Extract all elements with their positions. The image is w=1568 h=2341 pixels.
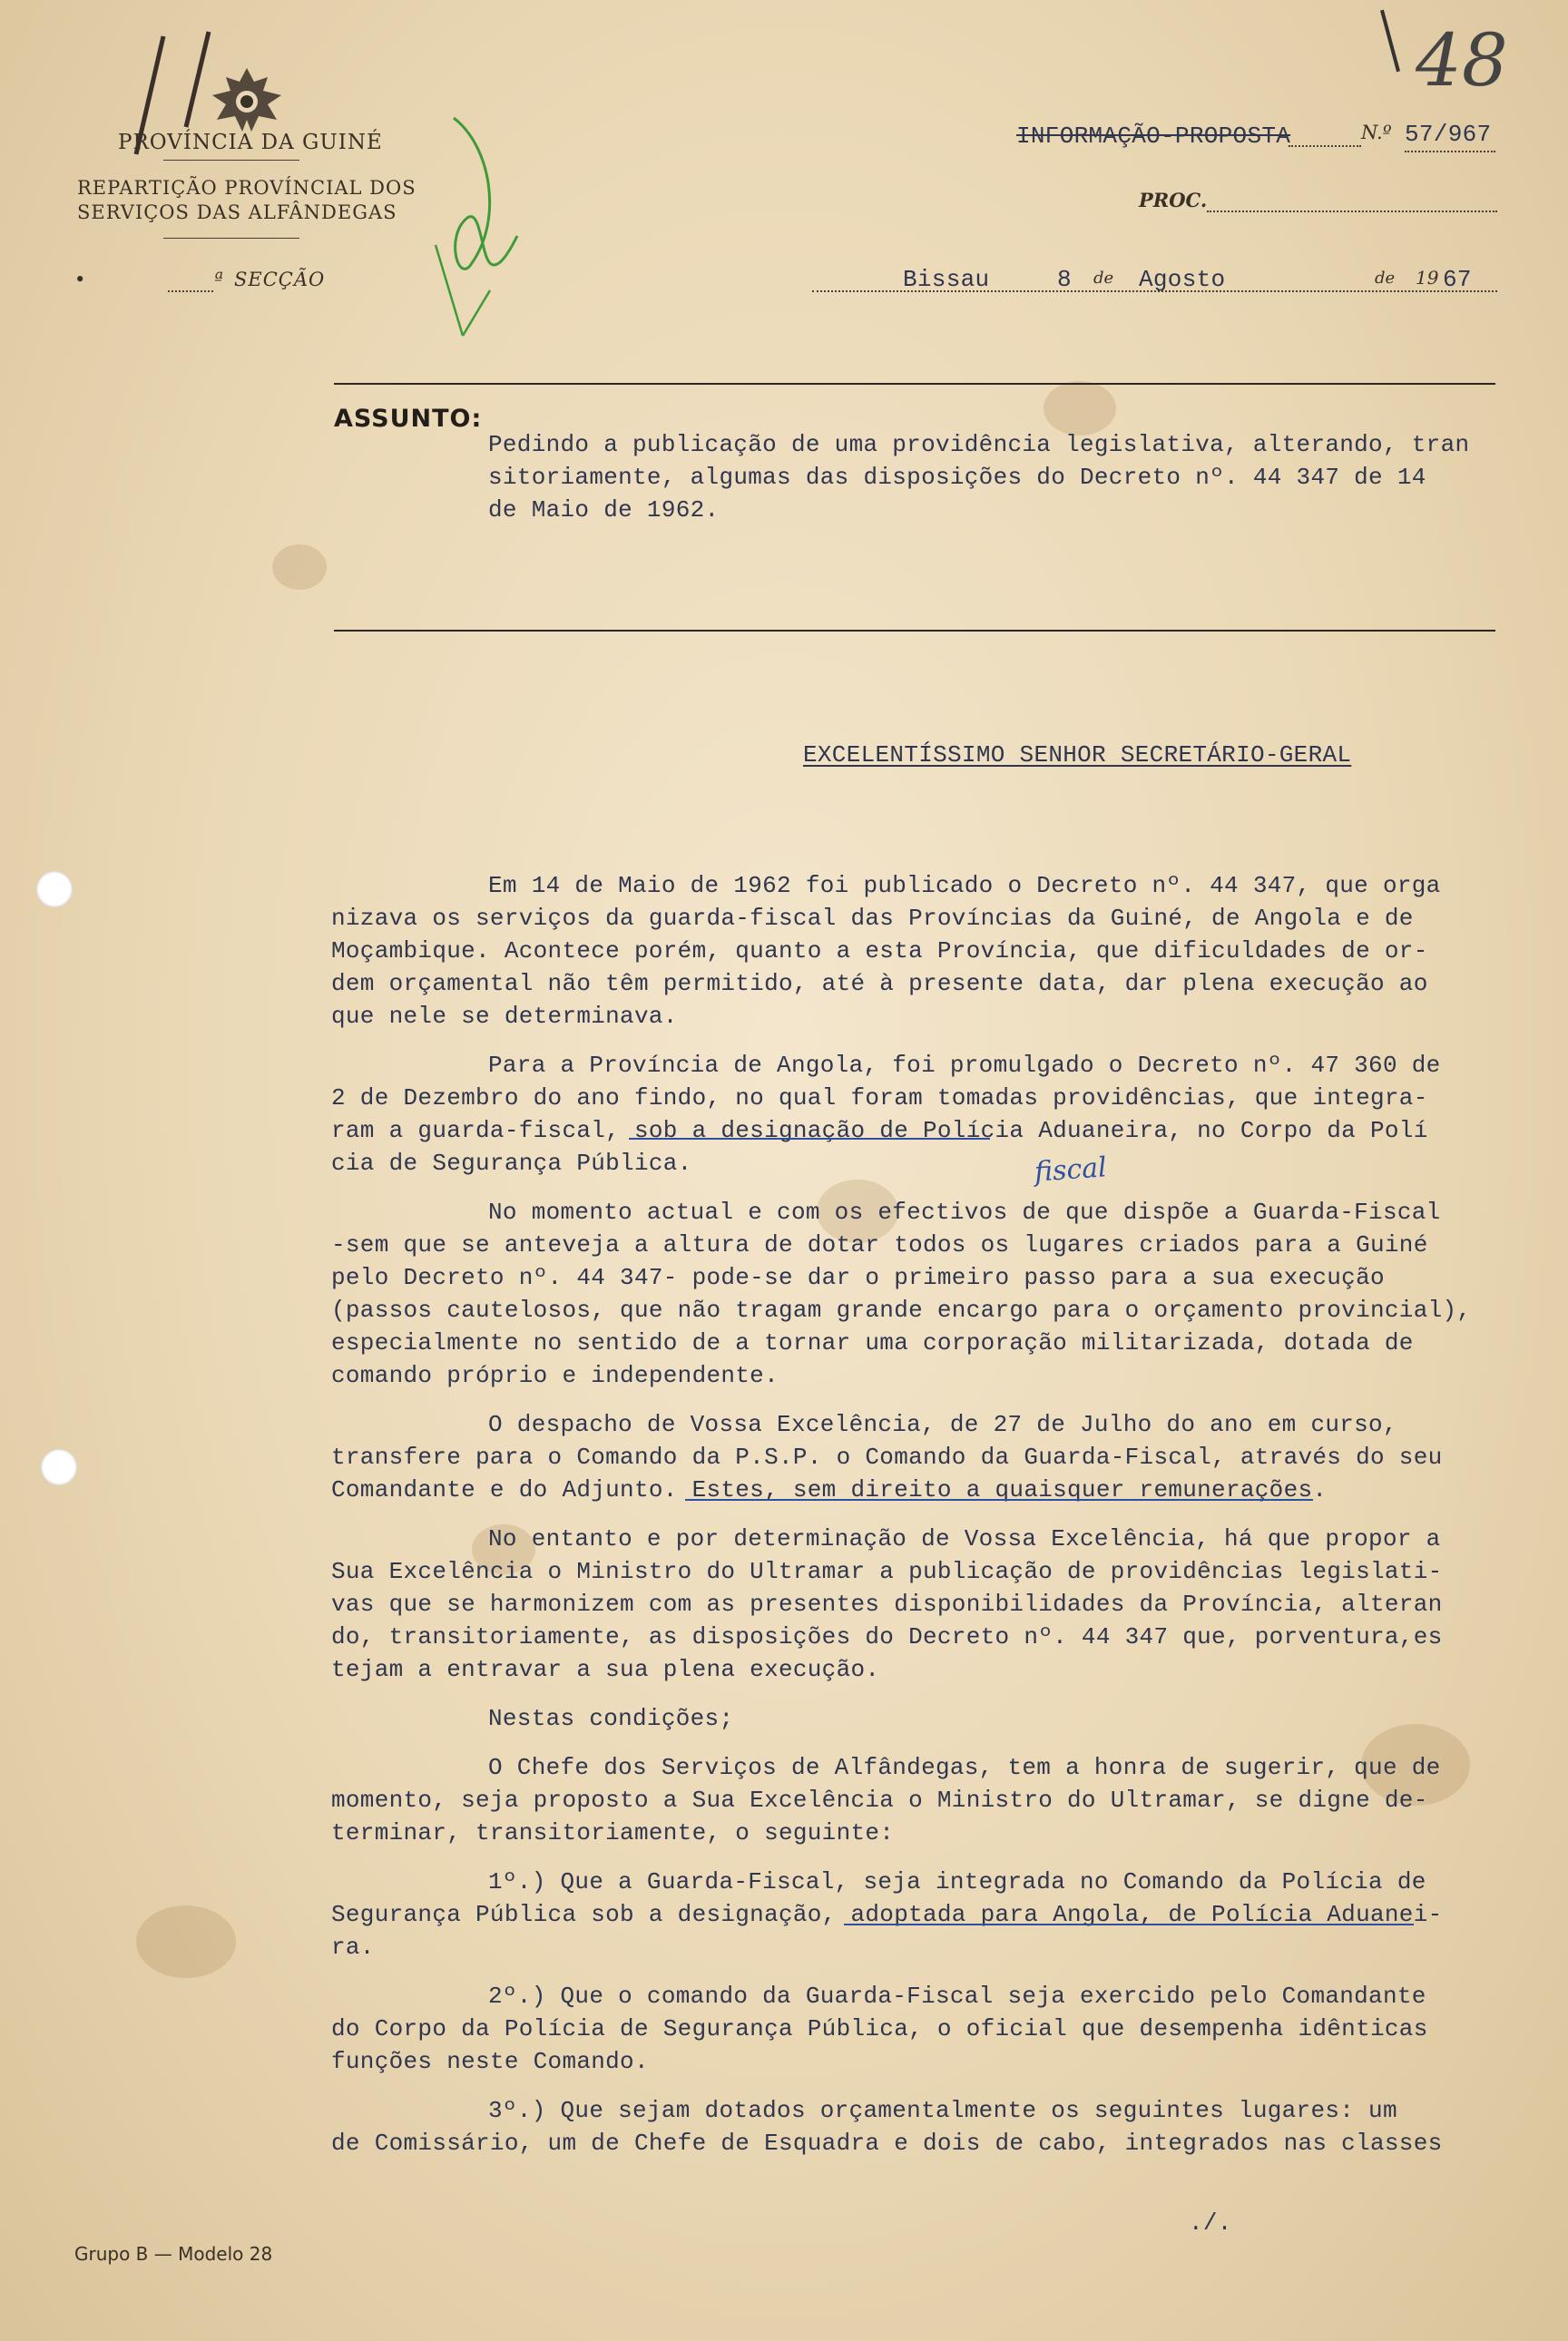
date-month: Agosto <box>1139 266 1226 293</box>
page-number-mark: 48 <box>1416 18 1508 103</box>
punch-hole <box>41 1449 77 1485</box>
p3-line-6: comando próprio e independente. <box>331 1362 779 1389</box>
number-value: 57/967 <box>1405 118 1495 152</box>
blue-underline <box>629 1138 990 1140</box>
section-prefix: ª <box>214 269 224 290</box>
p1-line-5: que nele se determinava. <box>331 1003 678 1030</box>
p3-line-5: especialmente no sentido de a tornar uma corporação militarizada, dotada de <box>331 1329 1414 1357</box>
repartition-line-2: SERVIÇOS DAS ALFÂNDEGAS <box>77 201 397 223</box>
province-label: PROVÍNCIA DA GUINÉ <box>118 131 383 154</box>
bullet: • <box>74 269 87 290</box>
document-type: INFORMAÇÃO-PROPOSTA <box>1016 122 1291 150</box>
p3-line-1: No momento actual e com os efectivos de que dispõe a Guarda-Fiscal <box>488 1199 1441 1226</box>
section-label: SECÇÃO <box>234 269 326 290</box>
section-blank-line <box>168 290 213 292</box>
proc-label: PROC. <box>1139 189 1208 211</box>
dot-leader <box>1289 145 1361 147</box>
p1-line-2: nizava os serviços da guarda-fiscal das Províncias da Guiné, de Angola e de <box>331 905 1414 932</box>
p2-line-1: Para a Província de Angola, foi promulgado o Decreto nº. 47 360 de <box>488 1052 1441 1079</box>
subject-label: ASSUNTO: <box>334 405 483 433</box>
repartition-line-1: REPARTIÇÃO PROVÍNCIAL DOS <box>77 177 416 199</box>
p1-line-3: Moçambique. Acontece porém, quanto a esta Província, que dificuldades de or- <box>331 937 1428 965</box>
subject-top-rule <box>334 383 1495 385</box>
p2-line-4: cia de Segurança Pública. <box>331 1150 692 1177</box>
p1-line-1: Em 14 de Maio de 1962 foi publicado o Decreto nº. 44 347, que orga <box>488 872 1441 899</box>
stain <box>272 544 327 590</box>
subject-line-3: de Maio de 1962. <box>488 496 720 524</box>
p5-line-2: Sua Excelência o Ministro do Ultramar a publicação de providências legislati- <box>331 1558 1443 1585</box>
p4-line-2: transfere para o Comando da P.S.P. o Comando da Guarda-Fiscal, através do seu <box>331 1444 1443 1471</box>
subject-line-2: sitoriamente, algumas das disposições do Decreto nº. 44 347 de 14 <box>488 464 1426 491</box>
green-signature <box>426 109 544 363</box>
item1-line-1: 1º.) Que a Guarda-Fiscal, seja integrada no Comando da Polícia de <box>488 1868 1426 1895</box>
p7-line-3: terminar, transitoriamente, o seguinte: <box>331 1819 895 1846</box>
p3-line-3: pelo Decreto nº. 44 347- pode-se dar o primeiro passo para a sua execução <box>331 1264 1385 1291</box>
blue-underline <box>685 1499 1313 1501</box>
proc-blank-line <box>1207 211 1497 212</box>
date-year-prefix: 19 <box>1416 267 1439 289</box>
item1-line-2: Segurança Pública sob a designação, adoptada para Angola, de Polícia Aduanei- <box>331 1901 1443 1928</box>
p7-line-2: momento, seja proposto a Sua Excelência o Ministro do Ultramar, se digne de- <box>331 1787 1428 1814</box>
date-de-1: de <box>1093 269 1114 288</box>
p2-line-2: 2 de Dezembro do ano findo, no qual foram tomadas providências, que integra- <box>331 1084 1428 1112</box>
item3-line-2: de Comissário, um de Chefe de Esquadra e dois de cabo, integrados nas classes <box>331 2130 1443 2157</box>
divider <box>163 160 299 161</box>
date-year-suffix: 67 <box>1443 266 1472 293</box>
number-label: N.º <box>1361 122 1392 143</box>
handwritten-annotation: fiscal <box>1033 1151 1108 1189</box>
stain <box>136 1905 236 1978</box>
item1-line-3: ra. <box>331 1934 375 1961</box>
p1-line-4: dem orçamental não têm permitido, até à presente data, dar plena execução ao <box>331 970 1428 997</box>
coat-of-arms-icon <box>204 64 290 136</box>
p4-line-1: O despacho de Vossa Excelência, de 27 de Julho do ano em curso, <box>488 1411 1397 1438</box>
item3-line-1: 3º.) Que sejam dotados orçamentalmente os seguintes lugares: um <box>488 2097 1397 2124</box>
p2-line-3: ram a guarda-fiscal, sob a designação de Polícia Aduaneira, no Corpo da Polí <box>331 1117 1428 1144</box>
date-de-2: de <box>1375 269 1396 288</box>
punch-hole <box>36 871 73 907</box>
p5-line-4: do, transitoriamente, as disposições do Decreto nº. 44 347 que, porventura,es <box>331 1623 1443 1650</box>
p7-line-1: O Chefe dos Serviços de Alfândegas, tem a honra de sugerir, que de <box>488 1754 1441 1781</box>
p5-line-5: tejam a entravar a sua plena execução. <box>331 1656 880 1683</box>
stain <box>1044 381 1116 436</box>
salutation: EXCELENTÍSSIMO SENHOR SECRETÁRIO-GERAL <box>803 741 1352 769</box>
p3-line-2: -sem que se anteveja a altura de dotar todos os lugares criados para a Guiné <box>331 1231 1428 1259</box>
subject-bottom-rule <box>334 630 1495 632</box>
p5-line-3: vas que se harmonizem com as presentes disponibilidades da Província, alteran <box>331 1591 1443 1618</box>
item2-line-3: funções neste Comando. <box>331 2048 649 2075</box>
p5-line-1: No entanto e por determinação de Vossa Excelência, há que propor a <box>488 1525 1441 1553</box>
item2-line-1: 2º.) Que o comando da Guarda-Fiscal seja exercido pelo Comandante <box>488 1983 1426 2010</box>
item2-line-2: do Corpo da Polícia de Segurança Pública, o oficial que desempenha idênticas <box>331 2015 1428 2042</box>
divider <box>163 238 299 239</box>
date-city: Bissau <box>903 266 990 293</box>
continuation-mark: ./. <box>1189 2209 1232 2237</box>
p6-line: Nestas condições; <box>488 1705 734 1732</box>
p4-line-3: Comandante e do Adjunto. Estes, sem direito a quaisquer remunerações. <box>331 1476 1328 1504</box>
form-footer: Grupo B — Modelo 28 <box>74 2243 273 2265</box>
blue-underline <box>844 1924 1414 1925</box>
p3-line-4: (passos cautelosos, que não tragam grande encargo para o orçamento provincial), <box>331 1297 1472 1324</box>
date-day: 8 <box>1057 266 1072 293</box>
subject-line-1: Pedindo a publicação de uma providência legislativa, alterando, tran <box>488 431 1470 458</box>
